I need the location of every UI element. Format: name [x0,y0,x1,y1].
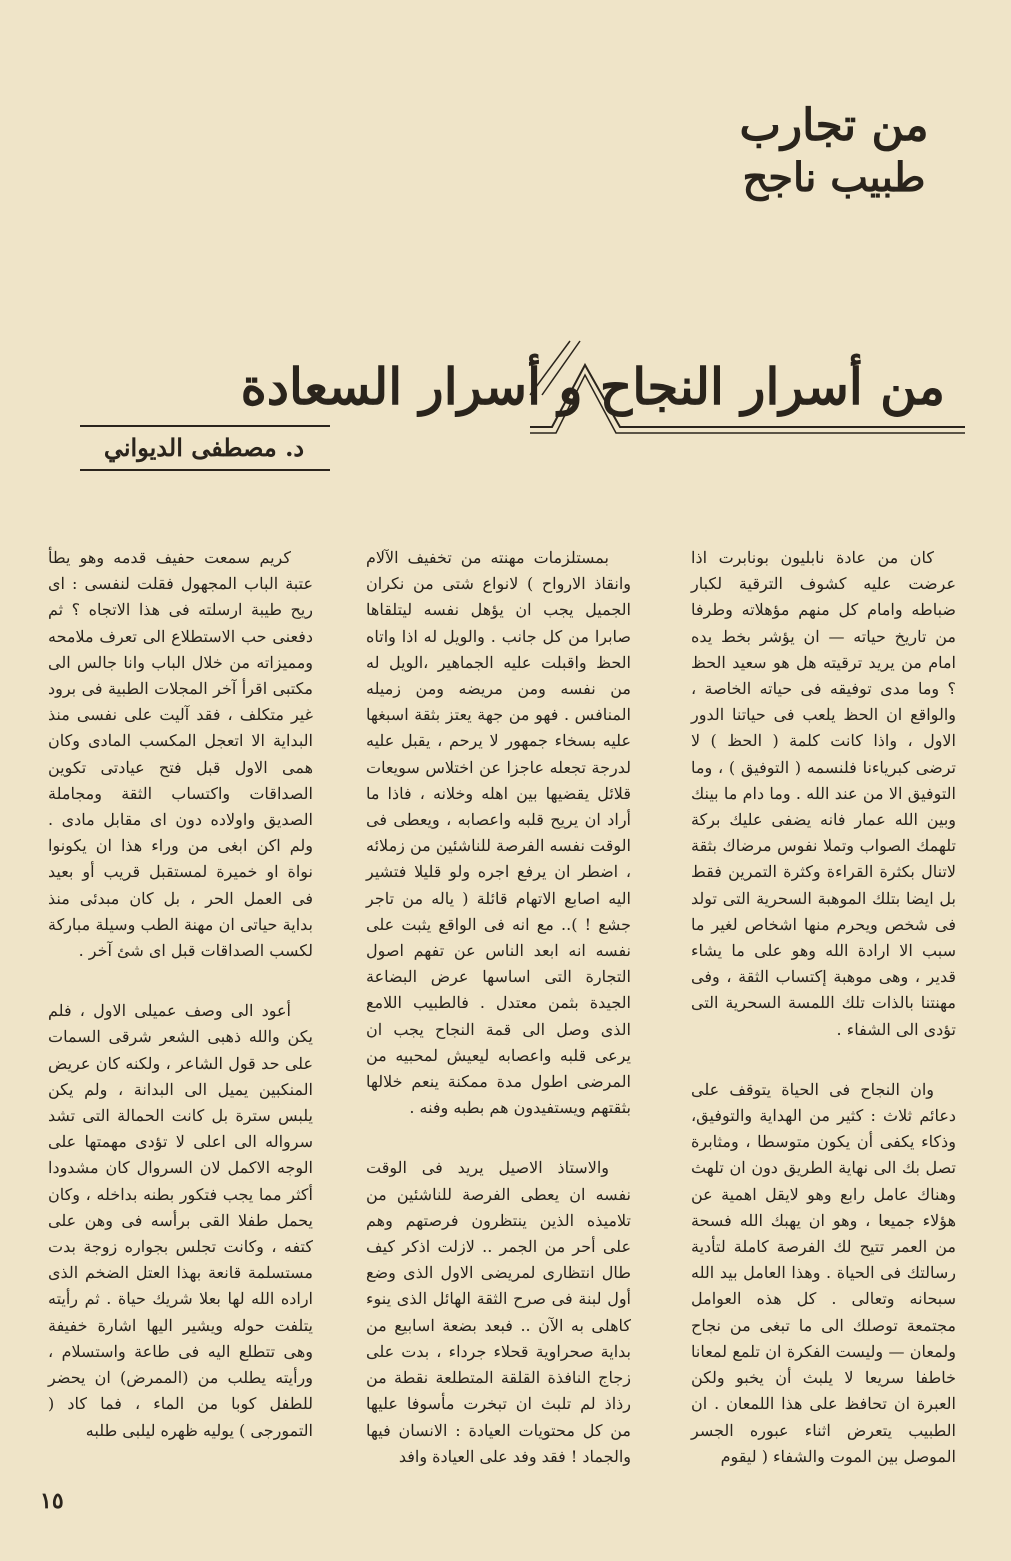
paragraph: بمستلزمات مهنته من تخفيف الآلام وانقاذ الارواح ) لانواع شتى من نكران الجميل يجب ان يؤهل نفسه ليتلقاها صابرا من كل جانب . والويل له اذا واتاه الحظ واقبلت عليه الجماهير ،الويل له من نفسه ومن مريضه ومن زميله المنافس . فهو من جهة يعتز بثقة اسبغها عليه بسخاء جمهور لا يرحم ، يقبل عليه لدرجة تجعله عاجزا عن اختلاس سويعات قلائل يقضيها بين اهله وخلانه ، فاذا ما أراد ان يريح قلبه واعصابه ، ويعطى فى الوقت نفسه الفرصة للناشئين من زملائه ، اضطر ان يرفع اجره ولو قليلا فتشير اليه اصابع الاتهام قائلة ( ياله من تاجر جشع ! ).. مع انه فى الواقع يثبت على نفسه انه ابعد الناس عن تفهم اصول التجارة التى اساسها عرض البضاعة الجيدة بثمن معتدل . فالطبيب اللامع الذى وصل الى قمة النجاح يجب ان يرعى قلبه واعصابه ليعيش لمحبيه من المرضى اطول مدة ممكنة ينعم خلالها بثقتهم ويستفيدون هم بطبه وفنه . [366,548,631,1118]
kicker-line-1: من تجارب [739,100,929,151]
article-title: من أسرار النجاح و أسرار السعادة [240,357,945,416]
kicker-line-2: طبيب ناجح [742,154,926,201]
page-number: ١٥ [40,1488,64,1514]
paragraph: كريم سمعت حفيف قدمه وهو يطأ عتبة الباب المجهول فقلت لنفسى : اى ريح طيبة ارسلته فى هذا الاتجاه ؟ ثم دفعنى حب الاستطلاع الى تعرف ملامحه ومميزاته من خلال الباب وانا جالس الى مكتبى اقرأ آخر المجلات الطبية فى برود غير متكلف ، فقد آليت على نفسى منذ البداية الا اتعجل المكسب المادى وكان همى الاول قبل فتح عيادتى تكوين الصداقات واكتساب الثقة ومجاملة الصديق واولاده دون اى مقابل مادى . ولم اكن ابغى من وراء هذا ان يكونوا نواة او خميرة لمستقبل قريب أو بعيد فى العمل الحر ، بل كان مبدئى منذ بداية حياتى ان مهنة الطب وسيلة مباركة لكسب الصداقات قبل اى شئ آخر . [48,548,313,961]
text-column-1 [691,545,956,1470]
paragraph: أعود الى وصف عميلى الاول ، فلم يكن والله ذهبى الشعر شرقى السمات على حد قول الشاعر ، ولكنه كان عريض المنكبين يميل الى البدانة ، ولم يكن يلبس سترة بل كانت الحمالة التى تشد سرواله الى اعلى لا تؤدى مهمتها على الوجه الاكمل لان السروال كان مشدودا أكثر مما يجب فتكور بطنه بداخله ، وكان يحمل طفلا القى برأسه فى وهن على كتفه ، وكانت تجلس بجواره زوجة بدت مستسلمة قانعة بهذا العتل الضخم الذى اراده الله لها بعلا شريك حياة . ثم رأيته يتلفت حوله ويشير اليها اشارة خفيفة وهى تتطلع اليه فى طاعة واستسلام ، ورأيته يطلب من (الممرض) ان يحضر للطفل كوبا من الماء ، فما كاد ( التمورجى ) يوليه ظهره ليلبى طلبه [48,1001,313,1440]
section-kicker [719,100,949,204]
paragraph: كان من عادة نابليون بونابرت اذا عرضت عليه كشوف الترقية لكبار ضباطه وامام كل منهم مؤهلاته وطرفا من تاريخ حياته — ان يؤشر بخط يده امام من يريد ترقيته هل هو سعيد الحظ ؟ وما مدى توفيقه فى حياته الخاصة ، والواقع ان الحظ يلعب فى حياتنا الدور الاول ، واذا كانت كلمة ( الحظ ) لا ترضى كبرياءنا فلنسمه ( التوفيق ) ، وما التوفيق الا من عند الله . وما دام ما بينك وبين الله عمار فانه يضفى عليك بركة تلهمك الصواب وتملا نفوس مرضاك بثقة لاتنال بكثرة القراءة وكثرة التمرين فقط بل ايضا بتلك الموهبة السحرية التى تولد فى شخص ويحرم منها اشخاص لغير ما سبب الا ارادة الله وهو على ما يشاء قدير ، وهى موهبة إكتساب الثقة ، وفى مهنتنا بالذات تلك اللمسة السحرية التى تؤدى الى الشفاء . [691,548,956,1039]
author-name: د. مصطفى الديواني [103,433,305,462]
text-column-3 [48,545,313,1444]
author-box [80,425,330,471]
paragraph: والاستاذ الاصيل يريد فى الوقت نفسه ان يعطى الفرصة للناشئين من تلاميذه الذين ينتظرون فرصتهم وهم على أحر من الجمر .. لازلت اذكر كيف طال انتظارى لمريضى الاول الذى وضع أول لبنة فى صرح الثقة الهائل الذى ينوء كاهلى به الآن .. فبعد بضعة اسابيع من بداية صحراوية قحلاء جرداء ، بدت على زجاج النافذة القلقة المتطلعة نقطة من رذاذ لم تلبث ان تبخرت مأسوفا عليها من كل محتويات العيادة : الانسان فيها والجماد ! فقد وفد على العيادة وافد [366,1158,631,1466]
paragraph: وان النجاح فى الحياة يتوقف على دعائم ثلاث : كثير من الهداية والتوفيق، وذكاء يكفى أن يكون متوسطا ، ومثابرة تصل بك الى نهاية الطريق دون ان تلهث وهناك عامل رابع وهو لايقل اهمية عن هؤلاء جميعا ، وهو ان يهبك الله فسحة من العمر تتيح لك الفرصة كاملة لتأدية رسالتك فى الحياة . وهذا العامل بيد الله سبحانه وتعالى . كل هذه العوامل مجتمعة توصلك الى ما تبغى من نجاح ولمعان — وليست الفكرة ان تلمع لمعانا خاطفا سريعا لا يلبث أن يخبو ولكن العبرة ان تحافظ على هذا اللمعان . ان الطبيب يتعرض اثناء عبوره الجسر الموصل بين الموت والشفاء ( ليقوم [691,1079,956,1466]
text-column-2 [366,545,631,1470]
